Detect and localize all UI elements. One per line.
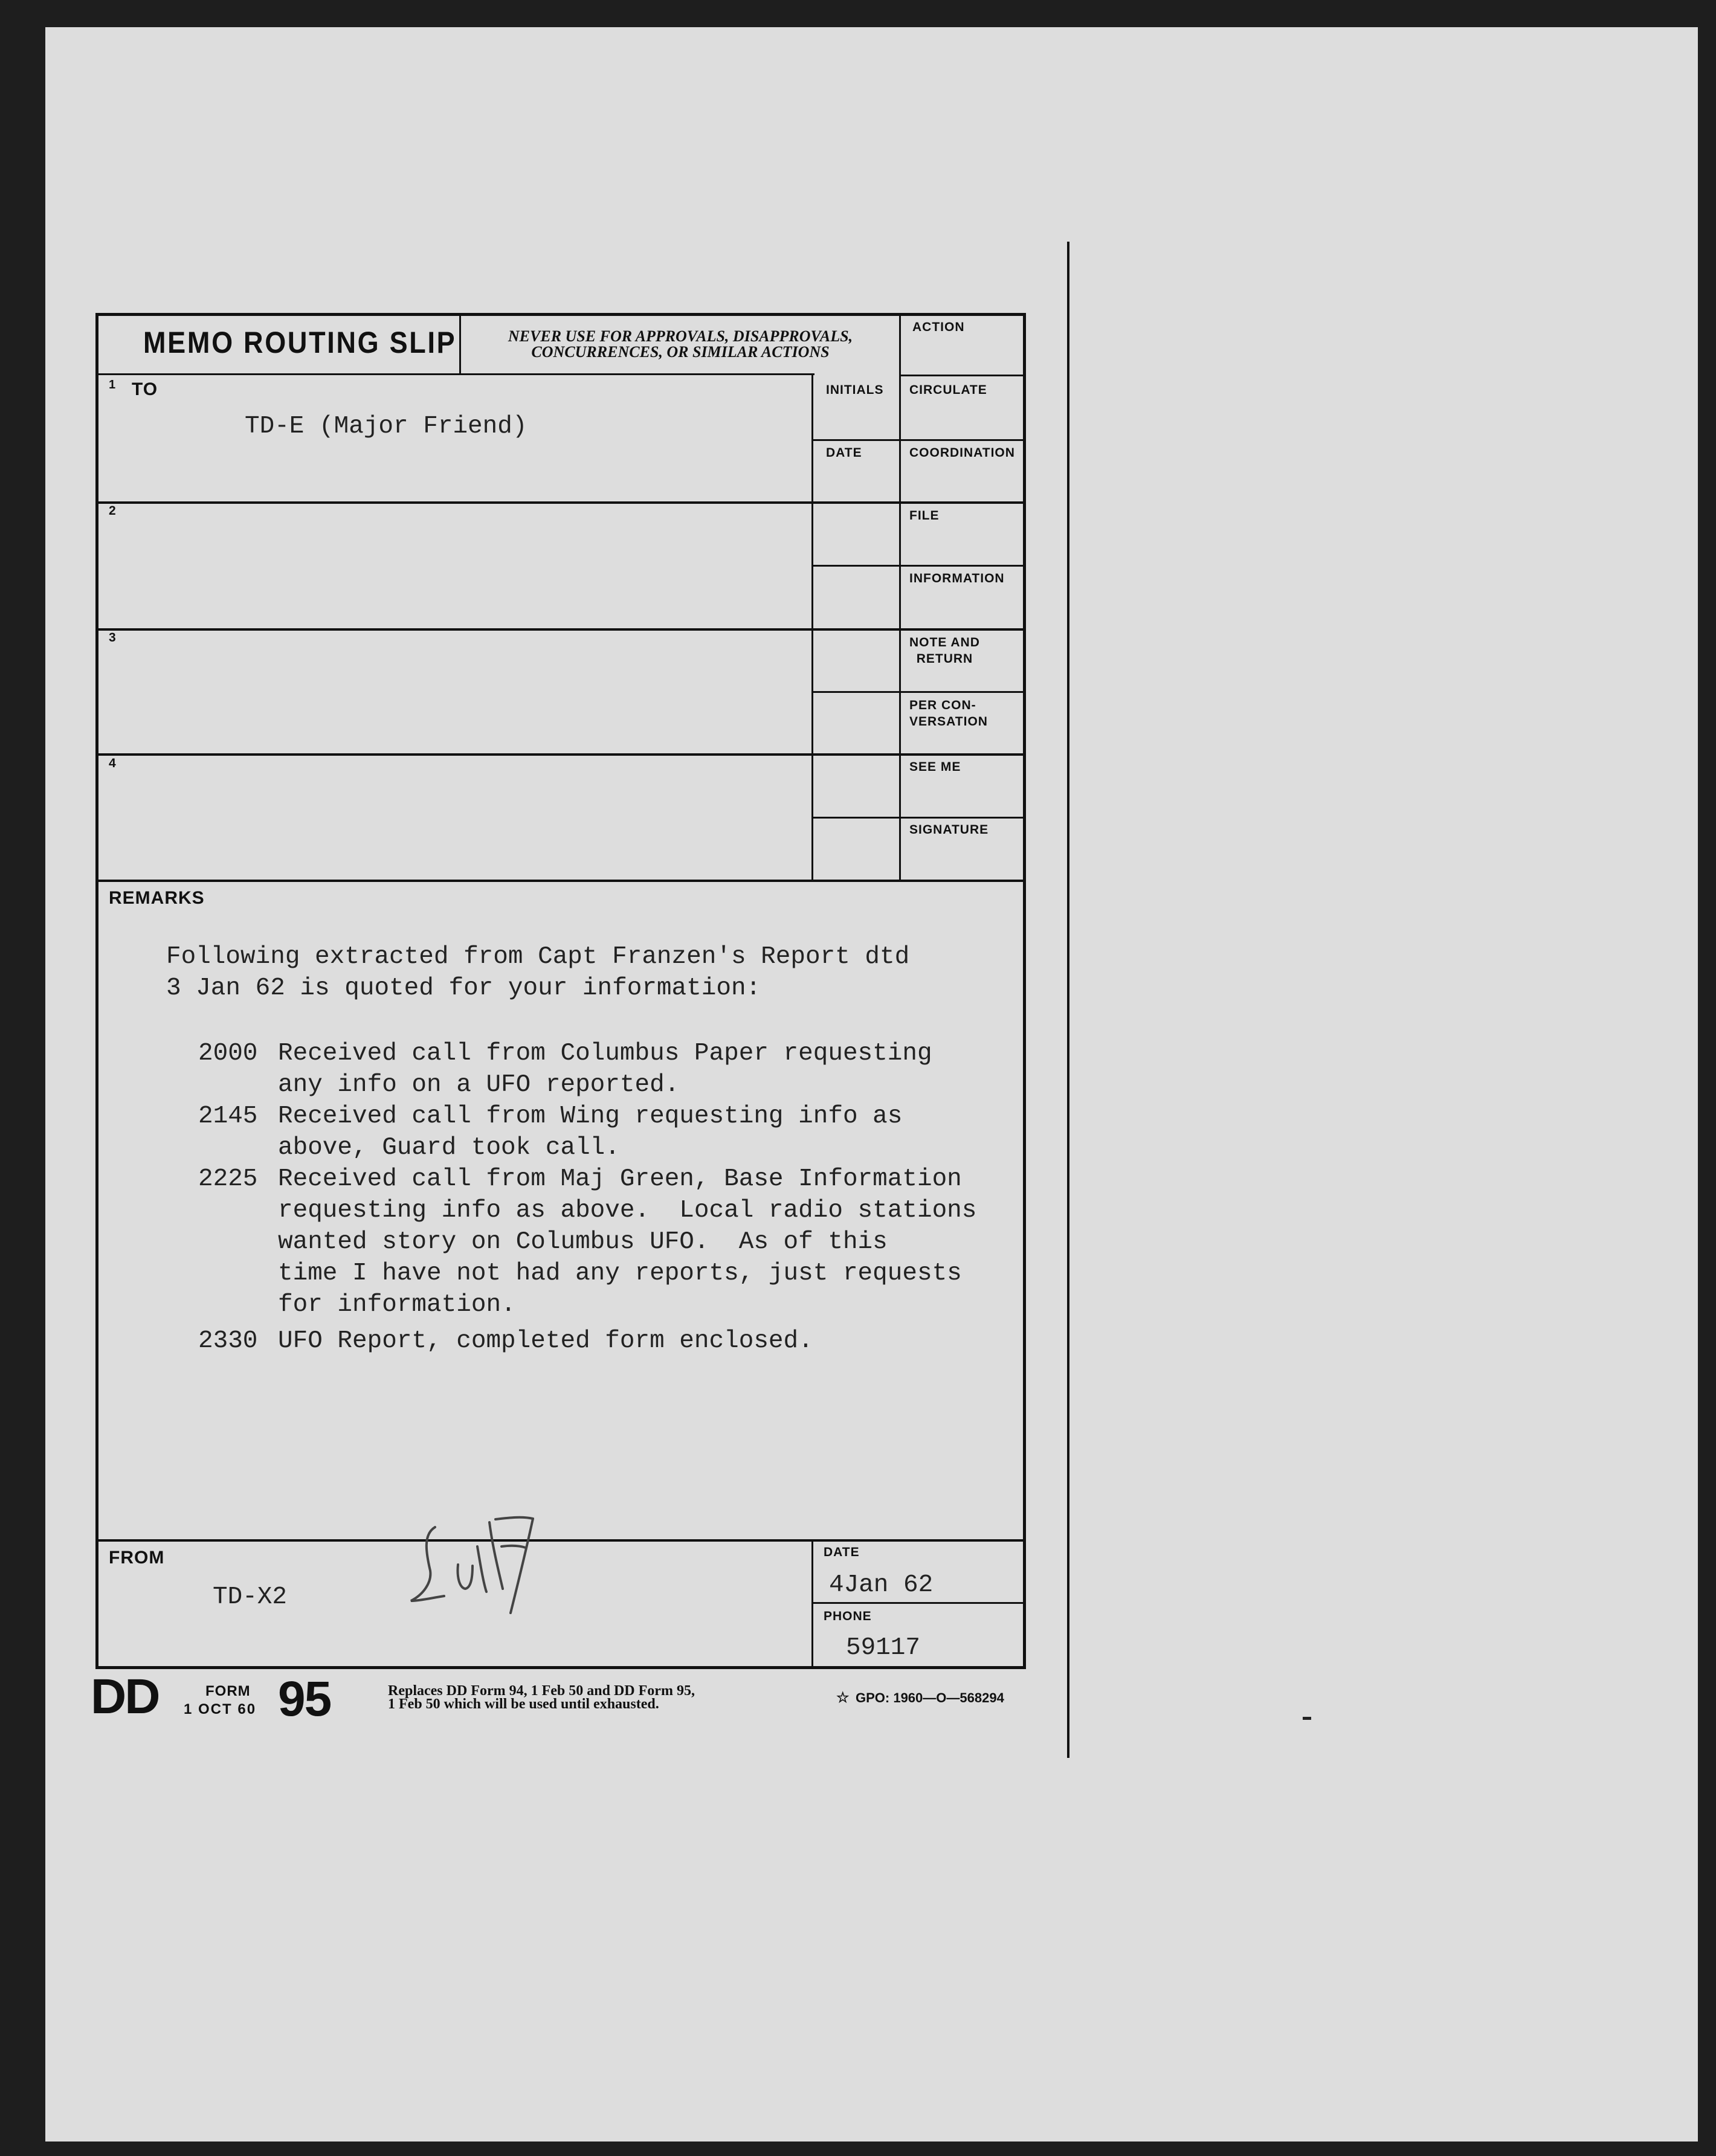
footer-gpo: GPO: 1960—O—568294	[856, 1690, 1004, 1705]
action-file: FILE	[909, 509, 940, 523]
action-coordination: COORDINATION	[909, 446, 1015, 460]
action-note-and-return: NOTE AND RETURN	[909, 636, 980, 666]
log-time-2000: 2000	[198, 1040, 258, 1067]
from-value[interactable]: TD-X2	[213, 1583, 288, 1611]
from-date-label: DATE	[824, 1545, 860, 1559]
action-information: INFORMATION	[909, 571, 1005, 585]
footer-replaces-note: Replaces DD Form 94, 1 Feb 50 and DD Form 95, 1 Feb 50 which will be used until exhausted.	[388, 1683, 695, 1712]
log-text-2000-line-1: Received call from Columbus Paper requesting	[278, 1040, 932, 1067]
log-text-2225-line-2: requesting info as above. Local radio stations	[278, 1197, 977, 1224]
form-border-left	[95, 313, 98, 1669]
row-number-3: 3	[109, 631, 117, 645]
log-time-2225: 2225	[198, 1165, 258, 1193]
form-border-right	[1023, 313, 1026, 1669]
form-border-bottom	[95, 1666, 1026, 1669]
action-see-me: SEE ME	[909, 760, 961, 774]
action-signature: SIGNATURE	[909, 823, 989, 837]
action-per-conversation: PER CON- VERSATION	[909, 698, 988, 729]
remarks-intro-line-1: Following extracted from Capt Franzen's Report dtd	[166, 943, 910, 971]
initials-label: INITIALS	[826, 383, 884, 397]
handwritten-initials-signature	[399, 1510, 556, 1625]
remarks-label: REMARKS	[109, 888, 205, 908]
footer-form-word: FORM	[205, 1683, 251, 1699]
row-number-2: 2	[109, 504, 117, 518]
row-number-1: 1	[109, 378, 117, 391]
form-border-top	[95, 313, 1026, 316]
scan-speck-mark	[1303, 1717, 1311, 1720]
log-time-2330: 2330	[198, 1327, 258, 1355]
to-label: TO	[132, 379, 158, 399]
phone-label: PHONE	[824, 1609, 872, 1623]
log-text-2225-line-3: wanted story on Columbus UFO. As of this	[278, 1228, 888, 1256]
phone-value[interactable]: 59117	[846, 1634, 921, 1662]
log-text-2225-line-4: time I have not had any reports, just requests	[278, 1260, 962, 1287]
footer-form-date: 1 OCT 60	[184, 1701, 257, 1717]
footer-star-icon: ☆	[836, 1690, 850, 1706]
log-text-2330-line-1: UFO Report, completed form enclosed.	[278, 1327, 813, 1355]
log-text-2145-line-1: Received call from Wing requesting info as	[278, 1102, 903, 1130]
form-warning: NEVER USE FOR APPROVALS, DISAPPROVALS, CONCURRENCES, OR SIMILAR ACTIONS	[508, 327, 853, 361]
to-addressee-1[interactable]: TD-E (Major Friend)	[245, 413, 527, 440]
action-header: ACTION	[912, 320, 965, 334]
from-date-value[interactable]: 4Jan 62	[829, 1571, 934, 1599]
log-text-2000-line-2: any info on a UFO reported.	[278, 1071, 680, 1099]
row-number-4: 4	[109, 756, 117, 770]
log-text-2225-line-1: Received call from Maj Green, Base Information	[278, 1165, 962, 1193]
form-title: MEMO ROUTING SLIP	[143, 326, 457, 359]
from-label: FROM	[109, 1548, 165, 1568]
date-label: DATE	[826, 446, 862, 460]
footer-form-number: 95	[278, 1672, 331, 1726]
action-circulate: CIRCULATE	[909, 383, 987, 397]
log-time-2145: 2145	[198, 1102, 258, 1130]
footer-dd: DD	[91, 1669, 159, 1724]
scan-edge-rule	[1067, 242, 1069, 1758]
log-text-2225-line-5: for information.	[278, 1291, 516, 1319]
remarks-intro-line-2: 3 Jan 62 is quoted for your information:	[166, 974, 761, 1002]
log-text-2145-line-2: above, Guard took call.	[278, 1134, 620, 1162]
